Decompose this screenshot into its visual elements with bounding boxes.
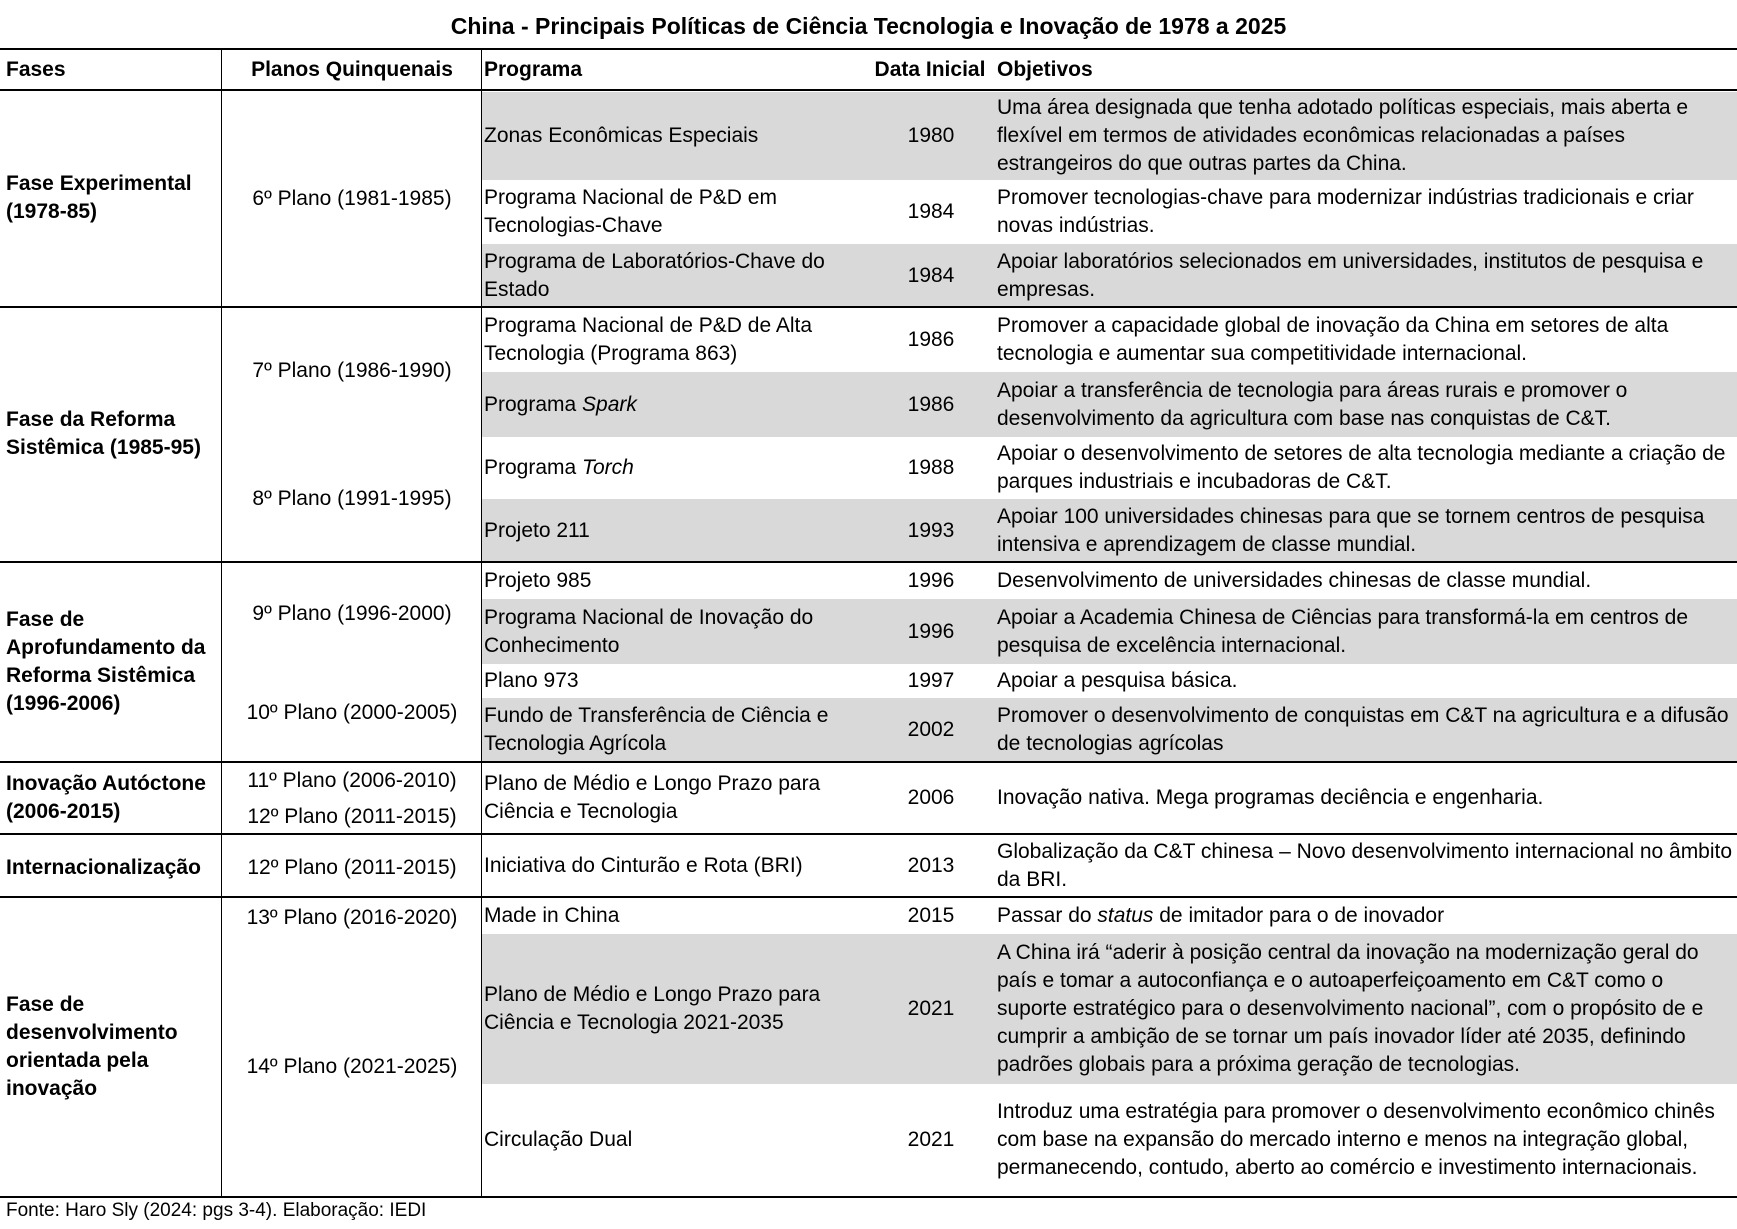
header-data: Data Inicial (874, 58, 986, 81)
objective-text: Desenvolvimento de universidades chinesas de classe mundial. (997, 569, 1592, 592)
phase-label: Fase de desenvolvimento orientada pela inovação (6, 993, 178, 1100)
start-date: 1984 (907, 263, 955, 287)
header-fases: Fases (6, 58, 66, 81)
phase-label: Internacionalização (6, 856, 201, 879)
program-name-prefix: Programa (484, 456, 583, 479)
start-date: 1988 (907, 456, 955, 479)
objective-text: Apoiar a Academia Chinesa de Ciências para transformá-la em centros de pesquisa de excelência internacional. (997, 605, 1689, 657)
header-planos: Planos Quinquenais (251, 58, 453, 81)
start-date: 1996 (907, 569, 955, 592)
program-name (484, 372, 874, 437)
plan-label: 7º Plano (1986-1990) (252, 359, 452, 382)
program-name: Programa Nacional de P&D de Alta Tecnologia (Programa 863) (484, 314, 813, 365)
start-date: 2015 (907, 904, 955, 927)
plan-label: 9º Plano (1996-2000) (252, 602, 452, 625)
start-date: 1997 (907, 669, 955, 692)
phase-label: Fase Experimental (1978-85) (6, 172, 192, 223)
header-programa: Programa (484, 58, 583, 81)
objective-prefix: Passar do (997, 904, 1098, 927)
objective-text: Globalização da C&T chinesa – Novo desenvolvimento internacional no âmbito da BRI. (997, 839, 1733, 891)
start-date: 1986 (907, 328, 955, 351)
plan-label: 14º Plano (2021-2025) (246, 1055, 458, 1078)
start-date: 2021 (907, 1128, 955, 1151)
start-date: 1986 (907, 392, 955, 416)
plan-label: 6º Plano (1981-1985) (252, 187, 452, 210)
objective-text: Apoiar laboratórios selecionados em universidades, institutos de pesquisa e empresas. (997, 249, 1704, 301)
objective-text: Apoiar 100 universidades chinesas para que se tornem centros de pesquisa intensiva e aprendizagem de classe mundial. (997, 504, 1705, 556)
program-name: Plano de Médio e Longo Prazo para Ciência e Tecnologia (484, 772, 821, 823)
objective-text: Promover a capacidade global de inovação da China em setores de alta tecnologia e aumentar sua competitividade internacional. (997, 314, 1669, 365)
plan-label: 11º Plano (2006-2010) (247, 769, 457, 792)
phase-label: Inovação Autóctone (2006-2015) (6, 772, 206, 823)
start-date: 2006 (907, 786, 955, 809)
header-objetivos: Objetivos (997, 58, 1093, 81)
program-name-prefix: Programa (484, 392, 583, 416)
objective-text: Apoiar o desenvolvimento de setores de alta tecnologia mediante a criação de parques industriais e incubadoras de C&T. (997, 442, 1726, 493)
objective-text: Promover o desenvolvimento de conquistas em C&T na agricultura e a difusão de tecnologias agrícolas (997, 703, 1729, 755)
phase-label: Fase de Aprofundamento da Reforma Sistêmica (1996-2006) (6, 608, 206, 715)
program-name: Projeto 211 (484, 518, 590, 542)
program-name: Programa Nacional de Inovação do Conhecimento (484, 605, 814, 657)
source-note: Fonte: Haro Sly (2024: pgs 3-4). Elaboração: IEDI (6, 1200, 427, 1221)
objective-text: Apoiar a transferência de tecnologia para áreas rurais e promover o desenvolvimento da agricultura com base nas conquistas de C&T. (997, 378, 1628, 430)
objective-text: Uma área designada que tenha adotado políticas especiais, mais aberta e flexível em termos de atividades econômicas relacionadas a países estrangeiros do que outras partes da China. (997, 96, 1689, 175)
plan-label: 10º Plano (2000-2005) (246, 701, 458, 724)
program-name: Made in China (484, 904, 620, 927)
program-name: Fundo de Transferência de Ciência e Tecnologia Agrícola (484, 703, 829, 755)
objective-text: Introduz uma estratégia para promover o desenvolvimento econômico chinês com base na expansão do mercado interno e menos na integração global, permanecendo, contudo, aberto ao comércio e investimento internacionais. (997, 1100, 1715, 1179)
objective-suffix: de imitador para o de inovador (1153, 904, 1445, 927)
start-date: 1984 (907, 200, 955, 223)
objective-text: Apoiar a pesquisa básica. (997, 669, 1238, 692)
plan-label: 8º Plano (1991-1995) (252, 487, 452, 510)
plan-label: 12º Plano (2011-2015) (247, 856, 457, 879)
program-name: Projeto 985 (484, 569, 592, 592)
objective-text: A China irá “aderir à posição central da inovação na modernização geral do país e tomar a autoconfiança e o autoaperfeiçoamento em C&T como o suporte estratégico para o desenvolvimento nacional”, com o propósito de e cumprir a ambição de se tornar um país inovador líder até 2035, definindo padrões globais para a próxima geração de tecnologias. (997, 941, 1704, 1076)
start-date: 1996 (907, 619, 955, 643)
plan-label: 12º Plano (2011-2015) (247, 805, 457, 828)
phase-label: Fase da Reforma Sistêmica (1985-95) (6, 408, 201, 459)
objective-text (997, 898, 1737, 934)
objective-text: Inovação nativa. Mega programas deciência e engenharia. (997, 786, 1544, 809)
program-name: Plano 973 (484, 669, 579, 692)
plan-label: 13º Plano (2016-2020) (246, 906, 458, 929)
start-date: 1980 (907, 124, 955, 147)
objective-text: Promover tecnologias-chave para modernizar indústrias tradicionais e criar novas indústrias. (997, 186, 1694, 237)
program-name: Programa de Laboratórios-Chave do Estado (484, 249, 825, 301)
program-name: Programa Nacional de P&D em Tecnologias-Chave (484, 186, 777, 237)
start-date: 2021 (907, 997, 955, 1020)
program-name: Plano de Médio e Longo Prazo para Ciência e Tecnologia 2021-2035 (484, 983, 821, 1034)
table-title: China - Principais Políticas de Ciência Tecnologia e Inovação de 1978 a 2025 (450, 13, 1287, 39)
rule-bottom (0, 1196, 1737, 1198)
program-name: Iniciativa do Cinturão e Rota (BRI) (484, 853, 803, 877)
objective-italic: status (1097, 904, 1154, 927)
program-name-italic: Torch (582, 456, 634, 479)
program-name (484, 437, 874, 499)
program-name: Zonas Econômicas Especiais (484, 124, 759, 147)
start-date: 2013 (907, 853, 955, 877)
program-name-italic: Spark (582, 392, 637, 416)
program-name: Circulação Dual (484, 1128, 633, 1151)
start-date: 2002 (907, 717, 955, 741)
start-date: 1993 (907, 518, 955, 542)
